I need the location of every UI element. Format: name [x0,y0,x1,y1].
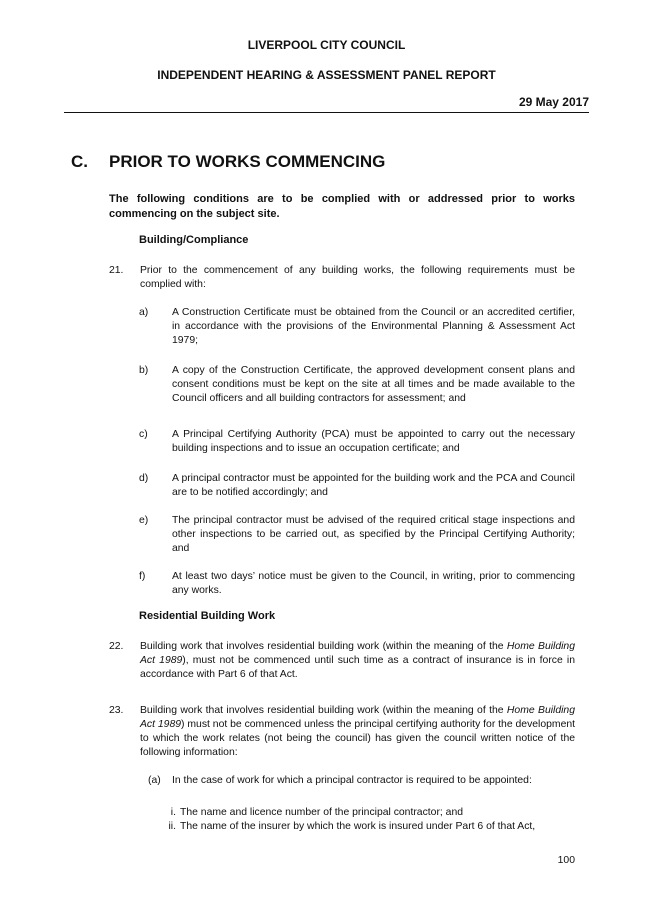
condition-21-item-b [139,364,575,406]
condition-23-roman-ii [158,820,575,834]
condition-21-item-f [139,570,575,598]
item-label: d) [139,473,149,484]
item-text: A Principal Certifying Authority (PCA) must be appointed to carry out the necessary building inspections and to issue an occupation certificate; and [172,429,575,454]
condition-text: Prior to the commencement of any building works, the following requirements must be complied with: [140,265,575,290]
item-text: A principal contractor must be appointed for the building work and the PCA and Council are to be notified accordingly; and [172,473,575,498]
roman-text: The name and licence number of the principal contractor; and [180,807,464,818]
header-organisation: LIVERPOOL CITY COUNCIL [247,38,406,52]
condition-text [140,640,575,682]
item-text: A Construction Certificate must be obtained from the Council or an accredited certifier, in accordance with the provisions of the Environmental Planning & Assessment Act 1979; [172,307,575,346]
condition-number: 21. [109,265,124,276]
section-number: C. [71,152,88,171]
act-name: Home Building Act 1989 [140,641,575,666]
subheading-building-compliance: Building/Compliance [139,234,249,246]
item-label: e) [139,515,149,526]
condition-23-roman-i [158,806,575,820]
condition-text-end: ) must not be commenced unless the principal certifying authority for the development to which the work relates (not being the council) has given the council written notice of the following information: [140,719,576,758]
subitem-text: In the case of work for which a principal contractor is required to be appointed: [172,775,532,786]
section-intro: The following conditions are to be complied with or addressed prior to works commencing on the subject site. [109,193,575,220]
section-title: PRIOR TO WORKS COMMENCING [109,152,386,171]
page-number: 100 [557,855,575,866]
header-report-title: INDEPENDENT HEARING & ASSESSMENT PANEL REPORT [157,68,496,82]
item-label: b) [139,365,149,376]
condition-text [140,704,575,760]
header-divider [64,112,589,113]
condition-21-item-a [139,306,575,348]
header-date: 29 May 2017 [518,95,589,109]
subitem-label: (a) [148,775,161,786]
condition-text-end: ), must not be commenced until such time as a contract of insurance is in force in accordance with Part 6 of that Act. [140,655,575,680]
condition-number: 22. [109,641,124,652]
roman-text: The name of the insurer by which the work is insured under Part 6 of that Act, [180,821,536,832]
item-label: a) [139,307,149,318]
condition-23 [109,704,575,760]
item-label: f) [139,571,146,582]
item-text: The principal contractor must be advised of the required critical stage inspections and other inspections to be carried out, as specified by the Principal Certifying Authority; and [172,515,575,554]
roman-label: i. [170,807,176,818]
roman-label: ii. [168,821,176,832]
condition-text-start: Building work that involves residential building work (within the meaning of the [140,705,507,716]
condition-21 [109,264,575,292]
condition-21-item-e [139,514,575,556]
section-heading [71,152,385,172]
act-name: Home Building Act 1989 [140,705,575,730]
condition-number: 23. [109,705,124,716]
condition-21-item-c [139,428,575,456]
condition-23-subitem-a [148,774,575,788]
item-label: c) [139,429,148,440]
subheading-residential-building-work: Residential Building Work [139,610,276,622]
condition-22 [109,640,575,682]
condition-text-start: Building work that involves residential building work (within the meaning of the [140,641,507,652]
item-text: At least two days’ notice must be given to the Council, in writing, prior to commencing any works. [172,571,575,596]
condition-21-item-d [139,472,575,500]
item-text: A copy of the Construction Certificate, the approved development consent plans and consent conditions must be kept on the site at all times and be made available to the Council officers and all building contractors for assessment; and [172,365,575,404]
